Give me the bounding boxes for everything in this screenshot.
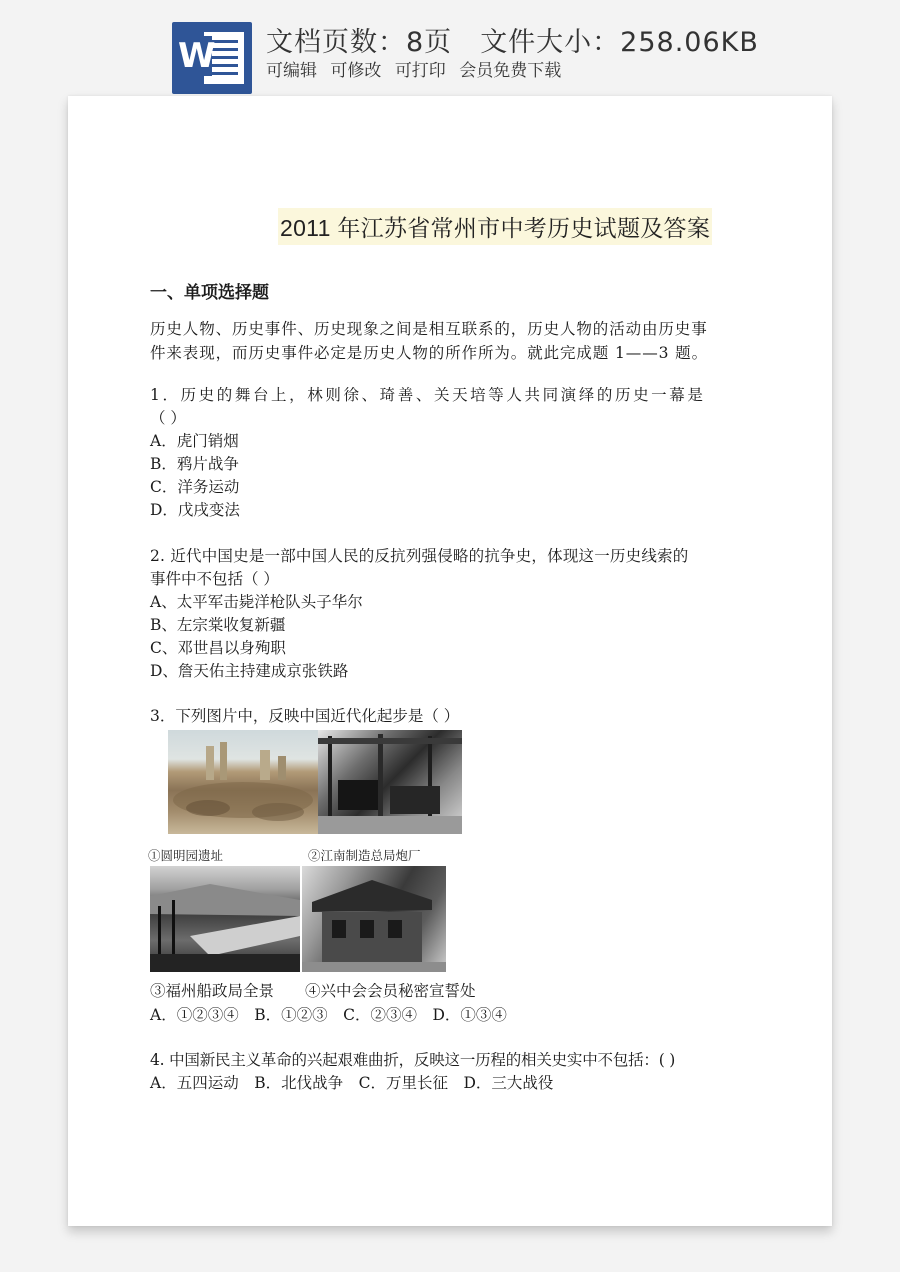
file-size: 文件大小：258.06KB: [480, 27, 759, 58]
intro-line-1: 历史人物、历史事件、历史现象之间是相互联系的，历史人物的活动由历史事: [150, 320, 708, 338]
intro-line-2: 件来表现，而历史事件必定是历史人物的所作所为。就此完成题 1——3 题。: [150, 344, 708, 362]
file-info-title: [266, 20, 759, 59]
question-4-options: A．五四运动 B．北伐战争 C．万里长征 D．三大战役: [150, 1074, 554, 1092]
question-4-stem: 4. 中国新民主义革命的兴起艰难曲折，反映这一历程的相关史实中不包括：( ): [150, 1051, 676, 1069]
ruins-photo: [168, 730, 318, 834]
house-photo: [302, 866, 446, 972]
question-3-options: A．①②③④ B．①②③ C．②③④ D．①③④: [150, 1006, 507, 1024]
document-page: [68, 96, 832, 1226]
section-heading: 一、单项选择题: [150, 283, 269, 303]
house-photo-art: [302, 866, 446, 972]
document-title: 2011 年江苏省常州市中考历史试题及答案: [278, 208, 712, 245]
question-2-option-d: D、詹天佑主持建成京张铁路: [150, 662, 349, 680]
image-caption-2: ②江南制造总局炮厂: [308, 848, 421, 863]
feature-member-download[interactable]: 会员免费下载: [459, 61, 562, 81]
feature-printable: 可打印: [394, 61, 446, 81]
question-2-stem-cont: 事件中不包括（ ）: [150, 570, 279, 588]
factory-photo-art: [318, 730, 462, 834]
question-1-option-c: C．洋务运动: [150, 478, 240, 496]
question-2-stem: 2. 近代中国史是一部中国人民的反抗列强侵略的抗争史，体现这一历史线索的: [150, 547, 689, 565]
feature-editable: 可编辑: [266, 61, 317, 81]
page-count: 文档页数：8页: [266, 27, 453, 58]
ruins-photo-art: [168, 730, 318, 834]
question-2-option-a: A、太平军击毙洋枪队头子华尔: [150, 593, 363, 611]
question-3-stem: 3．下列图片中，反映中国近代化起步是（ ）: [150, 707, 460, 725]
word-letter: W: [178, 36, 216, 76]
question-1-stem: 1．历史的舞台上，林则徐、琦善、关天培等人共同演绎的历史一幕是: [150, 386, 706, 404]
image-caption-1: ①圆明园遗址: [148, 848, 224, 863]
word-document-icon: [172, 22, 252, 94]
question-1-option-a: A．虎门销烟: [150, 432, 239, 450]
factory-photo: [318, 730, 462, 834]
shipyard-photo: [150, 866, 300, 972]
question-3-image-captions: ③福州船政局全景 ④兴中会会员秘密宣誓处: [150, 982, 476, 1000]
feature-modifiable: 可修改: [330, 61, 382, 81]
download-banner: [0, 0, 900, 96]
feature-list: [266, 56, 569, 81]
question-1-option-d: D．戊戌变法: [150, 501, 240, 519]
question-1-blank: （ ）: [150, 409, 186, 427]
question-1-option-b: B．鸦片战争: [150, 455, 239, 473]
question-2-option-c: C、邓世昌以身殉职: [150, 639, 286, 657]
question-2-option-b: B、左宗棠收复新疆: [150, 616, 286, 634]
shipyard-photo-art: [150, 866, 300, 972]
